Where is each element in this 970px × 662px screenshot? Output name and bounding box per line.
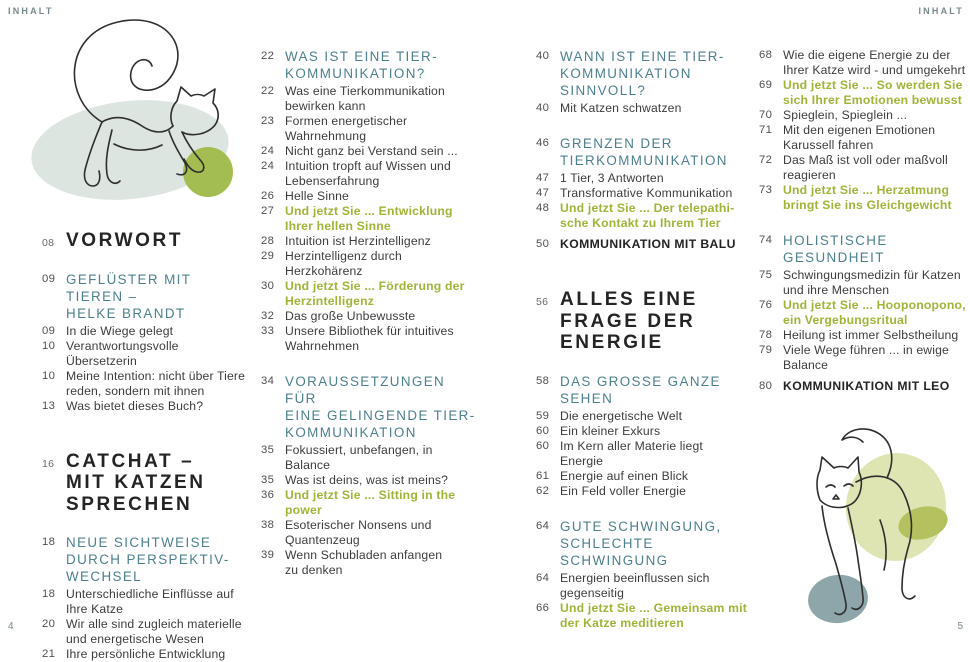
toc-entry-page-number: 33 [261, 325, 275, 337]
toc-entry-page-number: 27 [261, 205, 275, 217]
toc-entry [261, 189, 479, 204]
toc-chapter-heading [42, 230, 247, 252]
toc-entry-page-number: 26 [261, 190, 275, 202]
toc-entry-text: CATCHAT – MIT KATZEN SPRECHEN [66, 450, 206, 515]
toc-entry-text: Fokussiert, unbefangen, in Balance [285, 443, 433, 472]
toc-section-heading [536, 373, 754, 407]
toc-entry-page-number: 10 [42, 339, 56, 352]
toc-entry-text: Transformative Kommunikation [560, 186, 733, 200]
toc-entry-text: Intuition tropft auf Wissen und Lebenserfahrung [285, 159, 451, 188]
toc-entry [536, 186, 754, 201]
toc-entry-text: Unterschiedliche Einflüsse auf Ihre Katze [66, 587, 234, 616]
toc-entry-text: Intuition ist Herzintelligenz [285, 234, 431, 248]
toc-story-entry [536, 237, 754, 252]
toc-exercise-entry [261, 204, 479, 234]
toc-entry-page-number: 46 [536, 137, 550, 149]
toc-entry-text: VORAUSSETZUNGEN FÜR EINE GELINGENDE TIER- KOMMUNIKATION [285, 374, 476, 440]
toc-entry-text: Formen energetischer Wahrnehmung [285, 114, 408, 143]
toc-entry [536, 424, 754, 439]
toc-story-entry [759, 379, 967, 394]
toc-entry-page-number: 69 [759, 79, 773, 91]
toc-entry [42, 339, 247, 369]
toc-entry-page-number: 38 [261, 519, 275, 531]
toc-exercise-entry [759, 298, 967, 328]
toc-entry [536, 571, 754, 601]
toc-entry-text: Was ist deins, was ist meins? [285, 473, 449, 487]
toc-entry-text: GRENZEN DER TIERKOMMUNIKATION [560, 136, 728, 168]
toc-entry-page-number: 79 [759, 344, 773, 356]
toc-entry-page-number: 34 [261, 375, 275, 387]
toc-entry-page-number: 62 [536, 484, 550, 497]
toc-entry-page-number: 73 [759, 184, 773, 196]
toc-entry-page-number: 36 [261, 489, 275, 501]
toc-entry [759, 153, 967, 183]
toc-entry-text: KOMMUNIKATION MIT LEO [783, 379, 950, 393]
toc-column-2 [261, 48, 479, 578]
toc-entry [261, 324, 479, 354]
toc-entry-text: Ein kleiner Exkurs [560, 423, 661, 438]
toc-section-heading [759, 232, 967, 266]
toc-entry-page-number: 35 [261, 474, 275, 486]
toc-entry [261, 473, 479, 488]
toc-entry-page-number: 74 [759, 234, 773, 246]
toc-entry-page-number: 39 [261, 549, 275, 561]
toc-entry-text: Und jetzt Sie ... So werden Sie sich Ihrer Emotionen bewusst [783, 78, 963, 107]
toc-exercise-entry [536, 601, 754, 631]
toc-entry-text: GEFLÜSTER MIT TIEREN – HELKE BRANDT [66, 271, 192, 321]
toc-entry [759, 108, 967, 123]
page-number-left: 4 [8, 621, 14, 632]
toc-entry-text: Und jetzt Sie ... Herzatmung bringt Sie ins Gleichgewicht [783, 183, 952, 212]
toc-entry-text: Und jetzt Sie ... Sitting in the power [285, 488, 456, 517]
toc-entry-text: Das große Unbewusste [285, 309, 416, 323]
toc-entry [759, 268, 967, 298]
toc-entry-text: Energien beeinflussen sich gegenseitig [560, 570, 710, 600]
toc-entry-page-number: 10 [42, 369, 56, 382]
toc-entry-page-number: 30 [261, 280, 275, 292]
toc-section-heading [42, 534, 247, 585]
page-number-right: 5 [957, 621, 963, 632]
toc-section-heading [261, 373, 479, 441]
toc-entry [261, 114, 479, 144]
toc-entry-page-number: 28 [261, 235, 275, 247]
toc-entry-text: Energie auf einen Blick [560, 468, 689, 483]
toc-column-4 [759, 48, 967, 394]
toc-entry-page-number: 76 [759, 299, 773, 311]
toc-entry-text: Viele Wege führen ... in ewige Balance [783, 343, 949, 372]
toc-entry-text: Helle Sinne [285, 189, 349, 203]
running-head-right: INHALT [918, 6, 964, 16]
toc-entry [536, 469, 754, 484]
toc-entry-page-number: 22 [261, 85, 275, 97]
toc-entry-page-number: 59 [536, 409, 550, 422]
toc-entry-page-number: 24 [261, 160, 275, 172]
toc-entry-text: KOMMUNIKATION MIT BALU [560, 237, 736, 251]
toc-section-heading [536, 135, 754, 169]
toc-entry-text: Herzintelligenz durch Herzkohärenz [285, 249, 402, 278]
toc-entry-text: Und jetzt Sie ... Hooponopono, ein Vergebungsritual [783, 298, 966, 327]
toc-column-1 [42, 230, 247, 662]
toc-entry-page-number: 18 [42, 536, 56, 548]
toc-entry-page-number: 78 [759, 329, 773, 341]
toc-entry [42, 647, 247, 662]
toc-entry [42, 399, 247, 414]
toc-entry [261, 309, 479, 324]
toc-entry-page-number: 23 [261, 115, 275, 127]
toc-entry-text: Unsere Bibliothek für intuitives Wahrnehmen [285, 324, 454, 353]
toc-entry-text: Was bietet dieses Buch? [66, 398, 204, 413]
toc-entry-page-number: 24 [261, 145, 275, 157]
toc-entry-page-number: 60 [536, 424, 550, 437]
toc-exercise-entry [536, 201, 754, 231]
toc-entry [42, 587, 247, 617]
toc-entry-page-number: 22 [261, 50, 275, 62]
toc-entry-page-number: 13 [42, 399, 56, 412]
toc-entry [261, 518, 479, 548]
toc-entry-text: Wir alle sind zugleich materielle und energetische Wesen [66, 617, 242, 646]
toc-entry-text: Ein Feld voller Energie [560, 483, 687, 498]
toc-section-heading [261, 48, 479, 82]
toc-entry-page-number: 80 [759, 380, 773, 392]
toc-column-3 [536, 48, 754, 631]
toc-entry [261, 144, 479, 159]
toc-entry [42, 617, 247, 647]
toc-entry-page-number: 21 [42, 648, 56, 660]
toc-entry-page-number: 58 [536, 374, 550, 387]
toc-entry-page-number: 29 [261, 250, 275, 262]
toc-entry-page-number: 32 [261, 310, 275, 322]
toc-entry-text: Mit Katzen schwatzen [560, 101, 682, 115]
toc-section-heading [42, 271, 247, 322]
toc-entry [261, 84, 479, 114]
running-head-left: INHALT [8, 6, 54, 16]
toc-entry-page-number: 68 [759, 49, 773, 61]
toc-chapter-heading [42, 451, 247, 516]
toc-entry-text: WANN IST EINE TIER- KOMMUNIKATION SINNVOLL? [560, 49, 725, 98]
toc-entry [536, 101, 754, 116]
toc-entry-text: Schwingungsmedizin für Katzen und ihre Menschen [783, 268, 961, 297]
toc-entry-text: HOLISTISCHE GESUNDHEIT [783, 233, 888, 265]
toc-entry-text: Und jetzt Sie ... Gemeinsam mit der Katze meditieren [560, 600, 748, 630]
toc-entry [759, 343, 967, 373]
toc-entry-page-number: 08 [42, 237, 55, 249]
toc-section-heading [536, 518, 754, 569]
toc-entry-page-number: 16 [42, 457, 55, 470]
toc-entry-page-number: 56 [536, 296, 549, 308]
toc-entry-page-number: 47 [536, 172, 550, 184]
walking-cat-illustration [792, 402, 970, 638]
toc-entry-text: Wenn Schubladen anfangen zu denken [285, 548, 443, 577]
toc-entry-text: Und jetzt Sie ... Der telepathi- sche Kontakt zu Ihrem Tier [560, 201, 735, 230]
toc-entry-page-number: 18 [42, 588, 56, 600]
stretching-cat-illustration [18, 0, 240, 228]
toc-entry-page-number: 70 [759, 109, 773, 121]
toc-entry-text: Mit den eigenen Emotionen Karussell fahren [783, 123, 936, 152]
toc-entry [536, 439, 754, 469]
toc-entry [261, 249, 479, 279]
toc-entry-page-number: 47 [536, 187, 550, 199]
toc-entry-page-number: 72 [759, 154, 773, 166]
toc-entry-page-number: 50 [536, 238, 550, 250]
toc-entry [536, 409, 754, 424]
toc-entry-page-number: 09 [42, 272, 56, 285]
toc-entry-text: Esoterischer Nonsens und Quantenzeug [285, 518, 432, 547]
toc-entry [42, 324, 247, 339]
toc-entry-text: Spieglein, Spieglein ... [783, 108, 908, 122]
toc-entry-page-number: 64 [536, 571, 550, 584]
toc-exercise-entry [261, 488, 479, 518]
toc-entry [261, 234, 479, 249]
toc-entry-text: WAS IST EINE TIER- KOMMUNIKATION? [285, 49, 438, 81]
toc-entry-page-number: 48 [536, 202, 550, 214]
toc-entry-page-number: 09 [42, 324, 56, 337]
toc-entry-text: Ihre persönliche Entwicklung [66, 647, 226, 661]
toc-entry-text: In die Wiege gelegt [66, 323, 174, 338]
toc-entry [759, 123, 967, 153]
toc-entry-text: Meine Intention: nicht über Tiere reden, sondern mit ihnen [66, 368, 246, 398]
toc-entry-page-number: 40 [536, 50, 550, 62]
toc-entry-text: Verantwortungsvolle Übersetzerin [66, 338, 179, 368]
toc-section-heading [536, 48, 754, 99]
toc-entry-page-number: 20 [42, 618, 56, 630]
toc-entry-text: GUTE SCHWINGUNG, SCHLECHTE SCHWINGUNG [560, 518, 722, 568]
toc-entry-page-number: 75 [759, 269, 773, 281]
toc-exercise-entry [759, 183, 967, 213]
toc-entry-text: Und jetzt Sie ... Förderung der Herzintelligenz [285, 279, 465, 308]
toc-entry-text: Heilung ist immer Selbstheilung [783, 328, 959, 342]
toc-entry-text: Das Maß ist voll oder maßvoll reagieren [783, 153, 948, 182]
toc-entry-page-number: 60 [536, 439, 550, 452]
toc-entry [261, 443, 479, 473]
toc-entry [759, 48, 967, 78]
toc-entry-page-number: 61 [536, 469, 550, 482]
toc-entry-page-number: 35 [261, 444, 275, 456]
toc-entry-text: DAS GROSSE GANZE SEHEN [560, 373, 721, 406]
toc-exercise-entry [261, 279, 479, 309]
toc-entry-text: Was eine Tierkommunikation bewirken kann [285, 84, 445, 113]
toc-entry-text: NEUE SICHTWEISE DURCH PERSPEKTIV- WECHSEL [66, 535, 230, 584]
toc-entry-page-number: 66 [536, 601, 550, 614]
toc-entry-page-number: 40 [536, 102, 550, 114]
toc-entry [42, 369, 247, 399]
toc-entry [261, 548, 479, 578]
toc-entry-text: 1 Tier, 3 Antworten [560, 171, 664, 185]
toc-entry-text: Wie die eigene Energie zu der Ihrer Katze wird - und umgekehrt [783, 48, 966, 77]
toc-entry-page-number: 71 [759, 124, 773, 136]
toc-entry-text: Die energetische Welt [560, 408, 683, 423]
toc-entry-page-number: 64 [536, 519, 550, 532]
toc-entry-text: Im Kern aller Materie liegt Energie [560, 438, 703, 468]
toc-entry [759, 328, 967, 343]
toc-entry [536, 171, 754, 186]
green-circle [183, 147, 233, 197]
toc-entry-text: ALLES EINE FRAGE DER ENERGIE [560, 289, 698, 353]
toc-entry-text: Und jetzt Sie ... Entwicklung Ihrer hellen Sinne [285, 204, 453, 233]
toc-entry-text: Nicht ganz bei Verstand sein ... [285, 144, 458, 158]
toc-entry [261, 159, 479, 189]
toc-entry-text: VORWORT [66, 230, 184, 251]
toc-chapter-heading [536, 289, 754, 354]
toc-exercise-entry [759, 78, 967, 108]
toc-entry [536, 484, 754, 499]
